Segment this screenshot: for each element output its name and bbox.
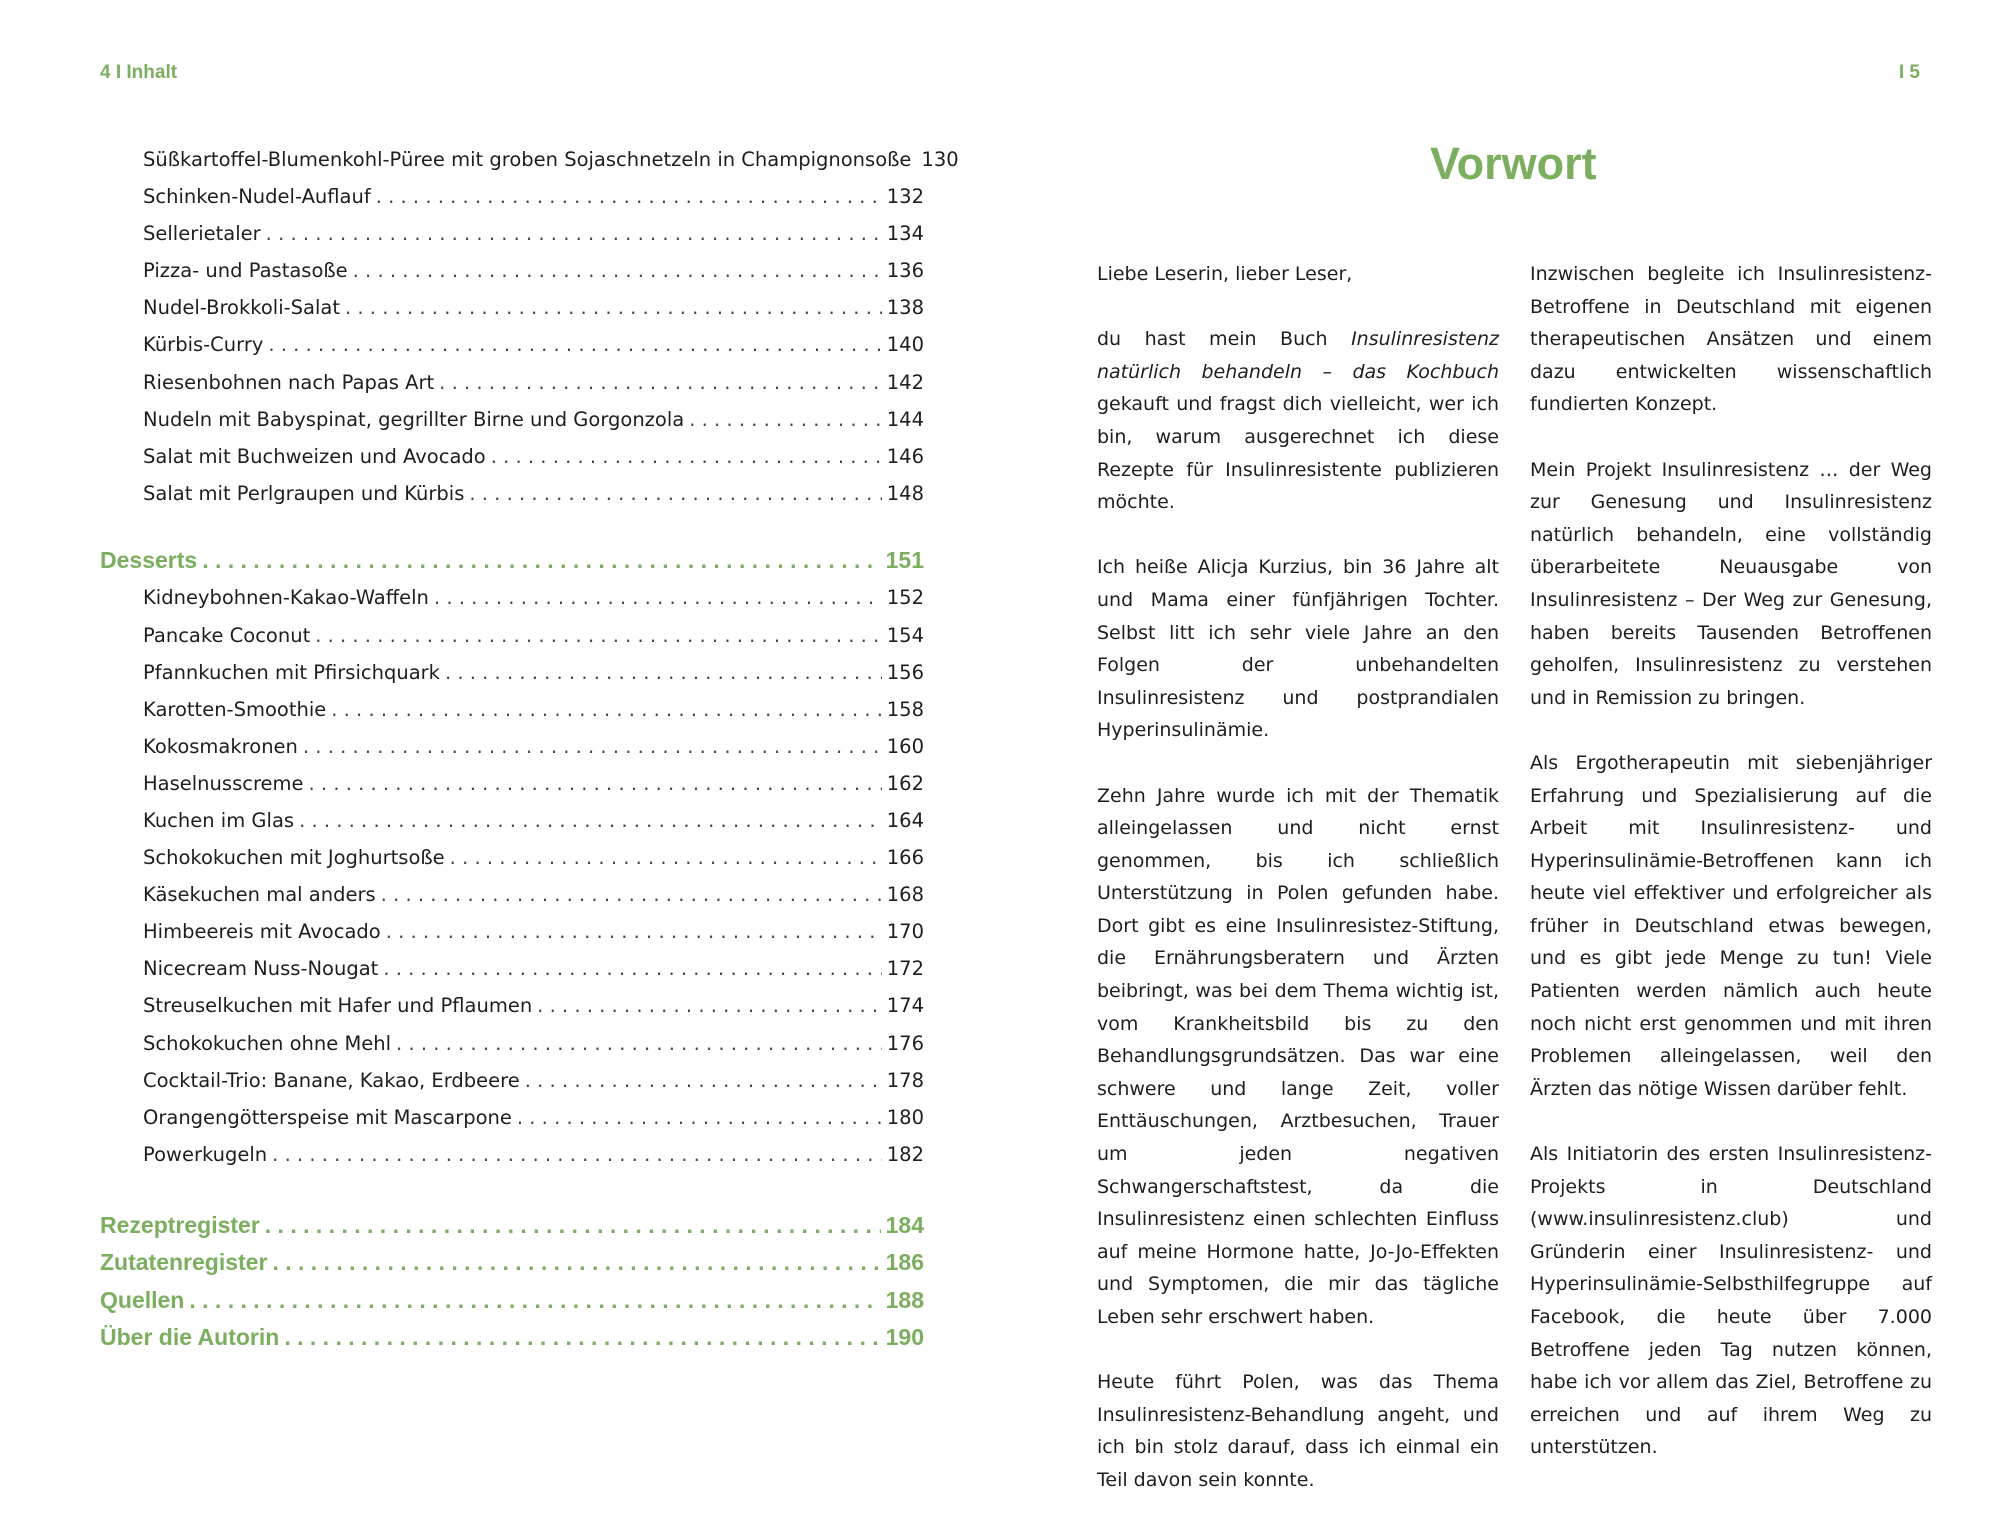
toc-entry[interactable] xyxy=(100,950,924,987)
toc-entry-page: 140 xyxy=(886,333,924,357)
toc-entry-page: 144 xyxy=(886,407,924,431)
toc-leader-dots xyxy=(376,178,882,215)
toc-entry-page: 168 xyxy=(886,883,924,907)
toc-leader-dots xyxy=(299,802,882,839)
toc-leader-dots xyxy=(268,326,881,363)
toc-entry[interactable] xyxy=(100,1062,924,1099)
toc-entry-title: Powerkugeln xyxy=(143,1142,268,1166)
toc-section-title: Über die Autorin xyxy=(100,1324,280,1351)
toc-section-page: 188 xyxy=(885,1286,924,1313)
toc-group-desserts xyxy=(100,579,924,1173)
toc-entry[interactable] xyxy=(100,215,924,252)
toc-leader-dots xyxy=(689,401,882,438)
table-of-contents xyxy=(100,141,959,1357)
toc-leader-dots xyxy=(450,839,882,876)
toc-entry-page: 156 xyxy=(886,660,924,684)
toc-entry-title: Kidneybohnen-Kakao-Waffeln xyxy=(143,586,429,610)
toc-entry[interactable] xyxy=(100,252,924,289)
toc-entry-page: 130 xyxy=(921,148,959,171)
toc-entry-title: Sellerietaler xyxy=(143,222,261,246)
toc-entry-title: Nicecream Nuss-Nougat xyxy=(143,957,379,981)
toc-entry-page: 180 xyxy=(886,1105,924,1129)
toc-entry[interactable] xyxy=(100,141,959,178)
toc-entry[interactable] xyxy=(100,178,924,215)
toc-entry[interactable] xyxy=(100,401,924,438)
toc-leader-dots xyxy=(445,654,882,691)
toc-entry-page: 146 xyxy=(886,444,924,468)
toc-entry-title: Karotten-Smoothie xyxy=(143,697,327,721)
toc-section-title: Quellen xyxy=(100,1286,185,1313)
toc-gap xyxy=(100,1173,924,1207)
toc-entry[interactable] xyxy=(100,1136,924,1173)
toc-entry-title: Schokokuchen mit Joghurtsoße xyxy=(143,846,445,870)
toc-entry[interactable] xyxy=(100,475,924,512)
running-head-left: 4 I Inhalt xyxy=(100,62,178,83)
toc-entry-page: 176 xyxy=(886,1031,924,1055)
toc-leader-dots xyxy=(434,579,882,616)
toc-leader-dots xyxy=(345,289,882,326)
toc-leader-dots xyxy=(383,950,881,987)
toc-entry[interactable] xyxy=(100,691,924,728)
paragraph: Als Initiatorin des ersten Insulinresistenz-Projekts in Deutschland (www.insulinresistenz.club) und Gründerin einer Insulinresistenz- und Hyperinsulinämie-Selbsthilfegruppe auf Facebook, die heute über 7.000 Betroffene jeden Tag nutzen können, habe ich vor allem das Ziel, Betroffene zu erreichen und auf ihrem Weg zu unterstützen. xyxy=(1530,1143,1932,1459)
toc-entry-page: 148 xyxy=(886,481,924,505)
paragraph: Heute führt Polen, was das Thema Insulinresistenz-Behandlung angeht, und ich bin stolz darauf, dass ich einmal ein Teil davon sein konnte. xyxy=(1097,1371,1499,1491)
toc-entry[interactable] xyxy=(100,326,924,363)
toc-entry[interactable] xyxy=(100,876,924,913)
paragraph: Liebe Leserin, lieber Leser, xyxy=(1097,263,1353,285)
toc-entry-title: Schokokuchen ohne Mehl xyxy=(143,1031,392,1055)
toc-section-title: Rezeptregister xyxy=(100,1211,260,1238)
toc-section-page: 186 xyxy=(885,1249,924,1276)
toc-section[interactable] xyxy=(100,1244,924,1282)
toc-section-page: 151 xyxy=(885,546,924,573)
text-column-2 xyxy=(1530,258,1932,1497)
toc-entry-page: 178 xyxy=(886,1068,924,1092)
toc-entry[interactable] xyxy=(100,289,924,326)
toc-leader-dots xyxy=(202,542,880,580)
toc-entry-title: Salat mit Perlgraupen und Kürbis xyxy=(143,481,465,505)
toc-entry-page: 182 xyxy=(886,1142,924,1166)
toc-entry-title: Pancake Coconut xyxy=(143,623,311,647)
paragraph: Ich heiße Alicja Kurzius, bin 36 Jahre alt und Mama einer fünfjährigen Tochter. Selbst litt ich sehr viele Jahre an den Folgen der unbehandelten Insulinresistenz und postprandialen Hyperinsulinämie. xyxy=(1097,556,1499,742)
toc-leader-dots xyxy=(272,1244,880,1282)
toc-leader-dots xyxy=(309,765,882,802)
toc-section-page: 184 xyxy=(885,1211,924,1238)
toc-entry-page: 172 xyxy=(886,957,924,981)
paragraph: du hast mein Buch Insulinresistenz natürlich behandeln – das Kochbuch gekauft und fragst dich vielleicht, wer ich bin, warum ausgerechnet ich diese Rezepte für Insulinresistente publizieren möchte. xyxy=(1097,328,1499,514)
toc-leader-dots xyxy=(439,364,882,401)
toc-leader-dots xyxy=(386,913,882,950)
toc-entry[interactable] xyxy=(100,438,924,475)
toc-entry[interactable] xyxy=(100,839,924,876)
toc-entry-title: Salat mit Buchweizen und Avocado xyxy=(143,444,486,468)
toc-entry-title: Cocktail-Trio: Banane, Kakao, Erdbeere xyxy=(143,1068,520,1092)
toc-section[interactable] xyxy=(100,1282,924,1320)
toc-group-appendix xyxy=(100,1207,924,1357)
toc-entry-title: Kokosmakronen xyxy=(143,734,298,758)
toc-entry-title: Käsekuchen mal anders xyxy=(143,883,376,907)
toc-section[interactable] xyxy=(100,1207,924,1245)
toc-entry-page: 170 xyxy=(886,920,924,944)
toc-entry[interactable] xyxy=(100,987,924,1024)
toc-entry[interactable] xyxy=(100,364,924,401)
toc-leader-dots xyxy=(525,1062,882,1099)
toc-entry[interactable] xyxy=(100,1025,924,1062)
toc-entry-title: Pfannkuchen mit Pfirsichquark xyxy=(143,660,440,684)
toc-leader-dots xyxy=(353,252,882,289)
toc-section-title: Zutatenregister xyxy=(100,1249,268,1276)
toc-entry[interactable] xyxy=(100,802,924,839)
toc-entry-page: 132 xyxy=(886,185,924,209)
toc-entry-page: 164 xyxy=(886,809,924,832)
toc-entry-title: Orangengötterspeise mit Mascarpone xyxy=(143,1105,512,1129)
toc-leader-dots xyxy=(189,1282,880,1320)
toc-leader-dots xyxy=(303,728,882,765)
toc-leader-dots xyxy=(265,1207,881,1245)
running-head-right: I 5 xyxy=(1898,62,1920,83)
toc-entry[interactable] xyxy=(100,765,924,802)
toc-entry-page: 160 xyxy=(886,734,924,758)
toc-entry-title: Schinken-Nudel-Auflauf xyxy=(143,185,371,209)
toc-entry-title: Kuchen im Glas xyxy=(143,809,295,832)
toc-entry-title: Pizza- und Pastasoße xyxy=(143,259,348,283)
toc-group-main-dishes xyxy=(100,141,959,512)
toc-leader-dots xyxy=(315,617,882,654)
paragraph: Mein Projekt Insulinresistenz … der Weg zur Genesung und Insulinresistenz natürlich behandeln, eine vollständig überarbeitete Neuausgabe von Insulinresistenz – Der Weg zur Genesung, haben bereits Tausenden Betroffenen geholfen, Insulinresistenz zu verstehen und in Remission zu bringen. xyxy=(1530,458,1932,709)
paragraph: Als Ergotherapeutin mit siebenjähriger Erfahrung und Spezialisierung auf die Arbeit mit Insulinresistenz- und Hyperinsulinämie-Betroffenen kann ich heute viel effektiver und erfolgreicher als früher in Deutschland etwas bewegen, und es gibt jede Menge zu tun! Viele Patienten werden nämlich auch heute noch nicht erst genommen und mit ihren Problemen alleingelassen, weil den Ärzten das nötige Wissen darüber fehlt. xyxy=(1530,751,1932,1100)
toc-entry-title: Himbeereis mit Avocado xyxy=(143,920,381,944)
toc-entry-title: Streuselkuchen mit Hafer und Pflaumen xyxy=(143,994,533,1018)
paragraph: Inzwischen begleite ich Insulinresistenz-Betroffene in Deutschland mit eigenen therapeutischen Ansätzen und einem dazu entwickelten wissenschaftlich fundierten Konzept. xyxy=(1530,263,1932,416)
toc-section-desserts[interactable] xyxy=(100,542,924,580)
toc-entry[interactable] xyxy=(100,728,924,765)
toc-leader-dots xyxy=(272,1136,882,1173)
toc-entry-page: 154 xyxy=(886,623,924,647)
toc-leader-dots xyxy=(396,1025,882,1062)
paragraph: Zehn Jahre wurde ich mit der Thematik alleingelassen und nicht ernst genommen, bis ich schließlich Unterstützung in Polen gefunden habe. Dort gibt es eine Insulinresistez-Stiftung, die Ernährungsberatern und Ärzten beibringt, was bei dem Thema wichtig ist, vom Krankheitsbild bis zu den Behandlungsgrundsätzen. Das war eine schwere und lange Zeit, voller Enttäuschungen, Arztbesuchen, Trauer um jeden negativen Schwangerschaftstest, da die Insulinresistenz einen schlechten Einfluss auf meine Hormone hatte, Jo-Jo-Effekten und Symptomen, die mir das tägliche Leben sehr erschwert haben. xyxy=(1097,784,1499,1328)
toc-leader-dots xyxy=(266,215,882,252)
toc-section-page: 190 xyxy=(885,1324,924,1351)
toc-entry-title: Nudel-Brokkoli-Salat xyxy=(143,296,341,320)
toc-entry[interactable] xyxy=(100,579,924,616)
toc-entry-page: 158 xyxy=(886,697,924,721)
toc-entry-page: 136 xyxy=(886,259,924,283)
toc-leader-dots xyxy=(517,1099,882,1136)
toc-entry-page: 138 xyxy=(886,296,924,320)
toc-entry-title: Nudeln mit Babyspinat, gegrillter Birne und Gorgonzola xyxy=(143,407,685,431)
toc-entry-page: 142 xyxy=(886,370,924,394)
toc-entry[interactable] xyxy=(100,913,924,950)
toc-entry-page: 166 xyxy=(886,846,924,870)
toc-leader-dots xyxy=(469,475,881,512)
toc-entry-page: 174 xyxy=(886,994,924,1018)
toc-entry-page: 152 xyxy=(886,586,924,610)
toc-entry-title: Süßkartoffel-Blumenkohl-Püree mit groben Sojaschnetzeln in Champignonsoße xyxy=(143,148,912,171)
toc-entry-page: 162 xyxy=(886,771,924,795)
toc-entry-title: Kürbis-Curry xyxy=(143,333,264,357)
text-column-1 xyxy=(1097,258,1499,1529)
toc-entry-title: Haselnusscreme xyxy=(143,771,304,795)
toc-entry-page: 134 xyxy=(886,222,924,246)
toc-entry-title: Riesenbohnen nach Papas Art xyxy=(143,370,435,394)
toc-leader-dots xyxy=(381,876,882,913)
toc-leader-dots xyxy=(537,987,882,1024)
toc-section-title: Desserts xyxy=(100,546,198,573)
toc-leader-dots xyxy=(491,438,882,475)
toc-gap xyxy=(100,512,924,542)
toc-entry[interactable] xyxy=(100,617,924,654)
toc-leader-dots xyxy=(331,691,882,728)
toc-leader-dots xyxy=(284,1319,880,1357)
toc-section[interactable] xyxy=(100,1319,924,1357)
toc-entry[interactable] xyxy=(100,654,924,691)
toc-entry[interactable] xyxy=(100,1099,924,1136)
page-title: Vorwort xyxy=(1430,138,1597,189)
book-title: Insulinresistenz natürlich behandeln – das Kochbuch xyxy=(1097,328,1499,383)
